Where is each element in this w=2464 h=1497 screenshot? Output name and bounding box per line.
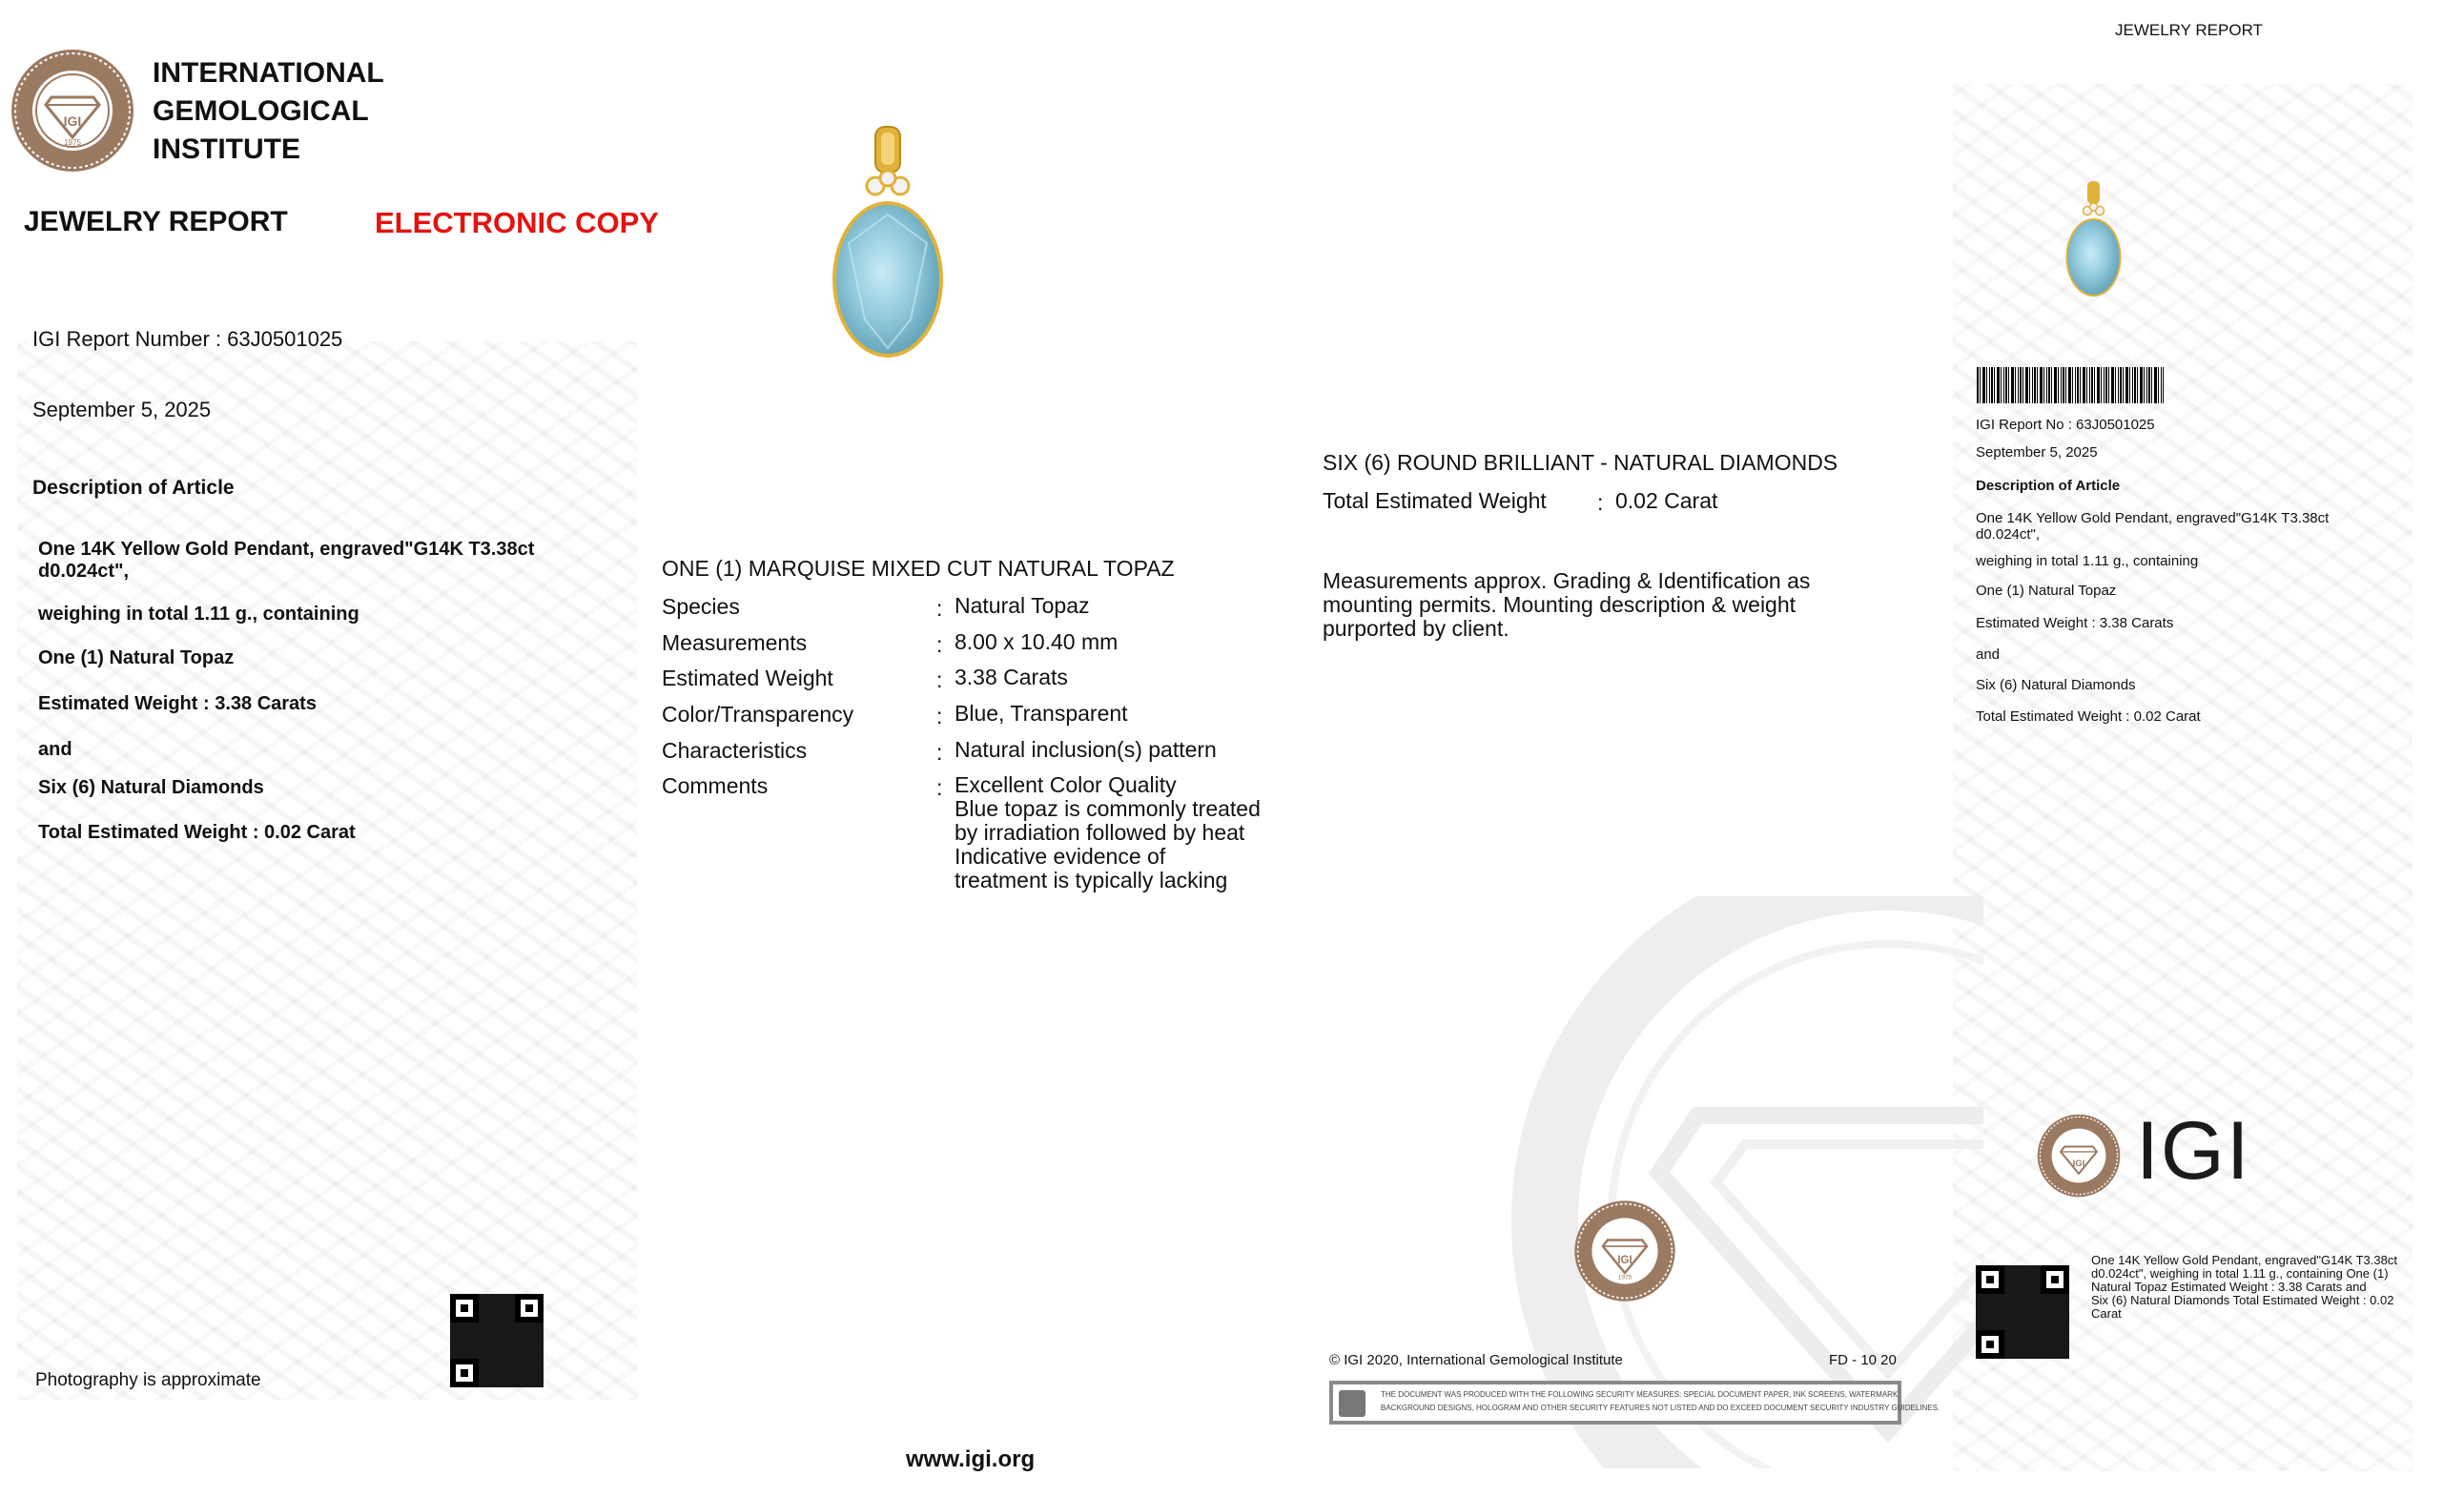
estimated-weight-label: Estimated Weight bbox=[662, 666, 833, 690]
pendant-thumbnail bbox=[2060, 177, 2126, 306]
igi-seal-logo-right bbox=[2035, 1112, 2123, 1200]
right-description-line: Estimated Weight : 3.38 Carats bbox=[1976, 615, 2174, 631]
svg-text:IGI: IGI bbox=[63, 113, 82, 129]
electronic-copy-label: ELECTRONIC COPY bbox=[375, 206, 659, 239]
report-number: IGI Report Number : 63J0501025 bbox=[32, 327, 343, 351]
left-watermark-panel bbox=[17, 341, 637, 1400]
top-right-report-label: JEWELRY REPORT bbox=[2115, 21, 2263, 39]
svg-text:1975: 1975 bbox=[64, 138, 81, 147]
species-label: Species bbox=[662, 594, 740, 619]
topaz-section-heading: ONE (1) MARQUISE MIXED CUT NATURAL TOPAZ bbox=[662, 556, 1175, 581]
color-transparency-label: Color/Transparency bbox=[662, 702, 854, 727]
right-summary-line: Natural Topaz Estimated Weight : 3.38 Carats and bbox=[2091, 1280, 2367, 1294]
measurement-note-line: mounting permits. Mounting description & weight bbox=[1323, 592, 1797, 617]
institute-name-line-3: INSTITUTE bbox=[153, 133, 300, 165]
igi-seal-small bbox=[1571, 1198, 1678, 1304]
description-line: Six (6) Natural Diamonds bbox=[38, 777, 264, 798]
comments-line: by irradiation followed by heat bbox=[955, 820, 1245, 845]
characteristics-colon: : bbox=[936, 740, 943, 765]
right-description-line: and bbox=[1976, 646, 2001, 663]
right-description-heading: Description of Article bbox=[1976, 478, 2121, 494]
measurements-value: 8.00 x 10.40 mm bbox=[955, 629, 1119, 654]
comments-line: Blue topaz is commonly treated bbox=[955, 796, 1261, 821]
igi-seal-logo bbox=[8, 46, 137, 175]
barcode bbox=[1977, 367, 2164, 403]
photo-note: Photography is approximate bbox=[35, 1370, 261, 1390]
estimated-weight-colon: : bbox=[936, 667, 943, 692]
security-line: THE DOCUMENT WAS PRODUCED WITH THE FOLLOWING SECURITY MEASURES: SPECIAL DOCUMENT PAPER, INK SCREENS, WATERMARK bbox=[1381, 1390, 1899, 1399]
color-transparency-colon: : bbox=[936, 704, 943, 728]
institute-name-line-2: GEMOLOGICAL bbox=[153, 95, 369, 127]
diamond-weight-label: Total Estimated Weight bbox=[1323, 488, 1547, 513]
description-line: and bbox=[38, 739, 72, 760]
right-description-line: Total Estimated Weight : 0.02 Carat bbox=[1976, 708, 2201, 725]
color-transparency-value: Blue, Transparent bbox=[955, 701, 1128, 726]
description-line: One 14K Yellow Gold Pendant, engraved"G14K T3.38ct bbox=[38, 539, 535, 560]
estimated-weight-value: 3.38 Carats bbox=[955, 665, 1068, 689]
right-summary-line: Six (6) Natural Diamonds Total Estimated Weight : 0.02 bbox=[2091, 1293, 2394, 1307]
institute-name-line-1: INTERNATIONAL bbox=[153, 57, 384, 89]
measurements-colon: : bbox=[936, 632, 943, 657]
qr-code-right bbox=[1976, 1265, 2069, 1359]
comments-label: Comments bbox=[662, 773, 769, 798]
description-heading: Description of Article bbox=[32, 477, 235, 499]
description-line: One (1) Natural Topaz bbox=[38, 647, 235, 668]
comments-colon: : bbox=[936, 775, 943, 800]
comments-line: Excellent Color Quality bbox=[955, 772, 1177, 797]
description-line: weighing in total 1.11 g., containing bbox=[38, 604, 359, 625]
svg-text:IGI: IGI bbox=[2072, 1158, 2085, 1169]
right-date: September 5, 2025 bbox=[1976, 444, 2098, 461]
right-description-line: weighing in total 1.11 g., containing bbox=[1976, 553, 2199, 569]
right-description-line: One 14K Yellow Gold Pendant, engraved"G14K T3.38ct bbox=[1976, 510, 2330, 526]
svg-text:1975: 1975 bbox=[1617, 1274, 1632, 1282]
diamond-weight-value: 0.02 Carat bbox=[1615, 488, 1718, 513]
diamond-weight-colon: : bbox=[1597, 490, 1604, 515]
svg-text:IGI: IGI bbox=[1617, 1255, 1632, 1267]
description-line: Estimated Weight : 3.38 Carats bbox=[38, 693, 317, 714]
right-description-line: d0.024ct", bbox=[1976, 526, 2041, 543]
description-line: d0.024ct", bbox=[38, 561, 130, 582]
security-line: BACKGROUND DESIGNS, HOLOGRAM AND OTHER SECURITY FEATURES NOT LISTED AND DO EXCEED DOCUMENT SECURITY INDUSTRY GUIDELINES. bbox=[1381, 1404, 1940, 1412]
right-description-line: One (1) Natural Topaz bbox=[1976, 583, 2117, 599]
comments-line: Indicative evidence of bbox=[955, 844, 1166, 869]
diamond-section-heading: SIX (6) ROUND BRILLIANT - NATURAL DIAMONDS bbox=[1323, 450, 1838, 475]
report-date: September 5, 2025 bbox=[32, 398, 212, 421]
description-line: Total Estimated Weight : 0.02 Carat bbox=[38, 822, 356, 843]
characteristics-value: Natural inclusion(s) pattern bbox=[955, 737, 1217, 762]
form-code: FD - 10 20 bbox=[1829, 1352, 1897, 1368]
copyright-text: © IGI 2020, International Gemological Institute bbox=[1329, 1352, 1623, 1368]
pendant-photo bbox=[820, 119, 954, 377]
species-value: Natural Topaz bbox=[955, 593, 1090, 618]
species-colon: : bbox=[936, 596, 943, 621]
right-summary-line: Carat bbox=[2091, 1306, 2122, 1321]
right-report-number: IGI Report No : 63J0501025 bbox=[1976, 417, 2155, 433]
right-description-line: Six (6) Natural Diamonds bbox=[1976, 677, 2136, 693]
website-link[interactable]: www.igi.org bbox=[906, 1446, 1036, 1472]
report-title: JEWELRY REPORT bbox=[24, 206, 288, 237]
measurement-note-line: Measurements approx. Grading & Identification as bbox=[1323, 568, 1811, 593]
igi-logo-text: IGI bbox=[2136, 1105, 2251, 1197]
measurement-note-line: purported by client. bbox=[1323, 616, 1509, 641]
document-icon bbox=[1339, 1390, 1365, 1417]
characteristics-label: Characteristics bbox=[662, 738, 808, 763]
right-summary-line: One 14K Yellow Gold Pendant, engraved"G14K T3.38ct bbox=[2091, 1253, 2397, 1267]
security-notice-box bbox=[1329, 1381, 1940, 1425]
right-summary-line: d0.024ct", weighing in total 1.11 g., containing One (1) bbox=[2091, 1266, 2389, 1281]
measurements-label: Measurements bbox=[662, 630, 808, 655]
qr-code bbox=[450, 1294, 544, 1387]
comments-line: treatment is typically lacking bbox=[955, 868, 1228, 892]
